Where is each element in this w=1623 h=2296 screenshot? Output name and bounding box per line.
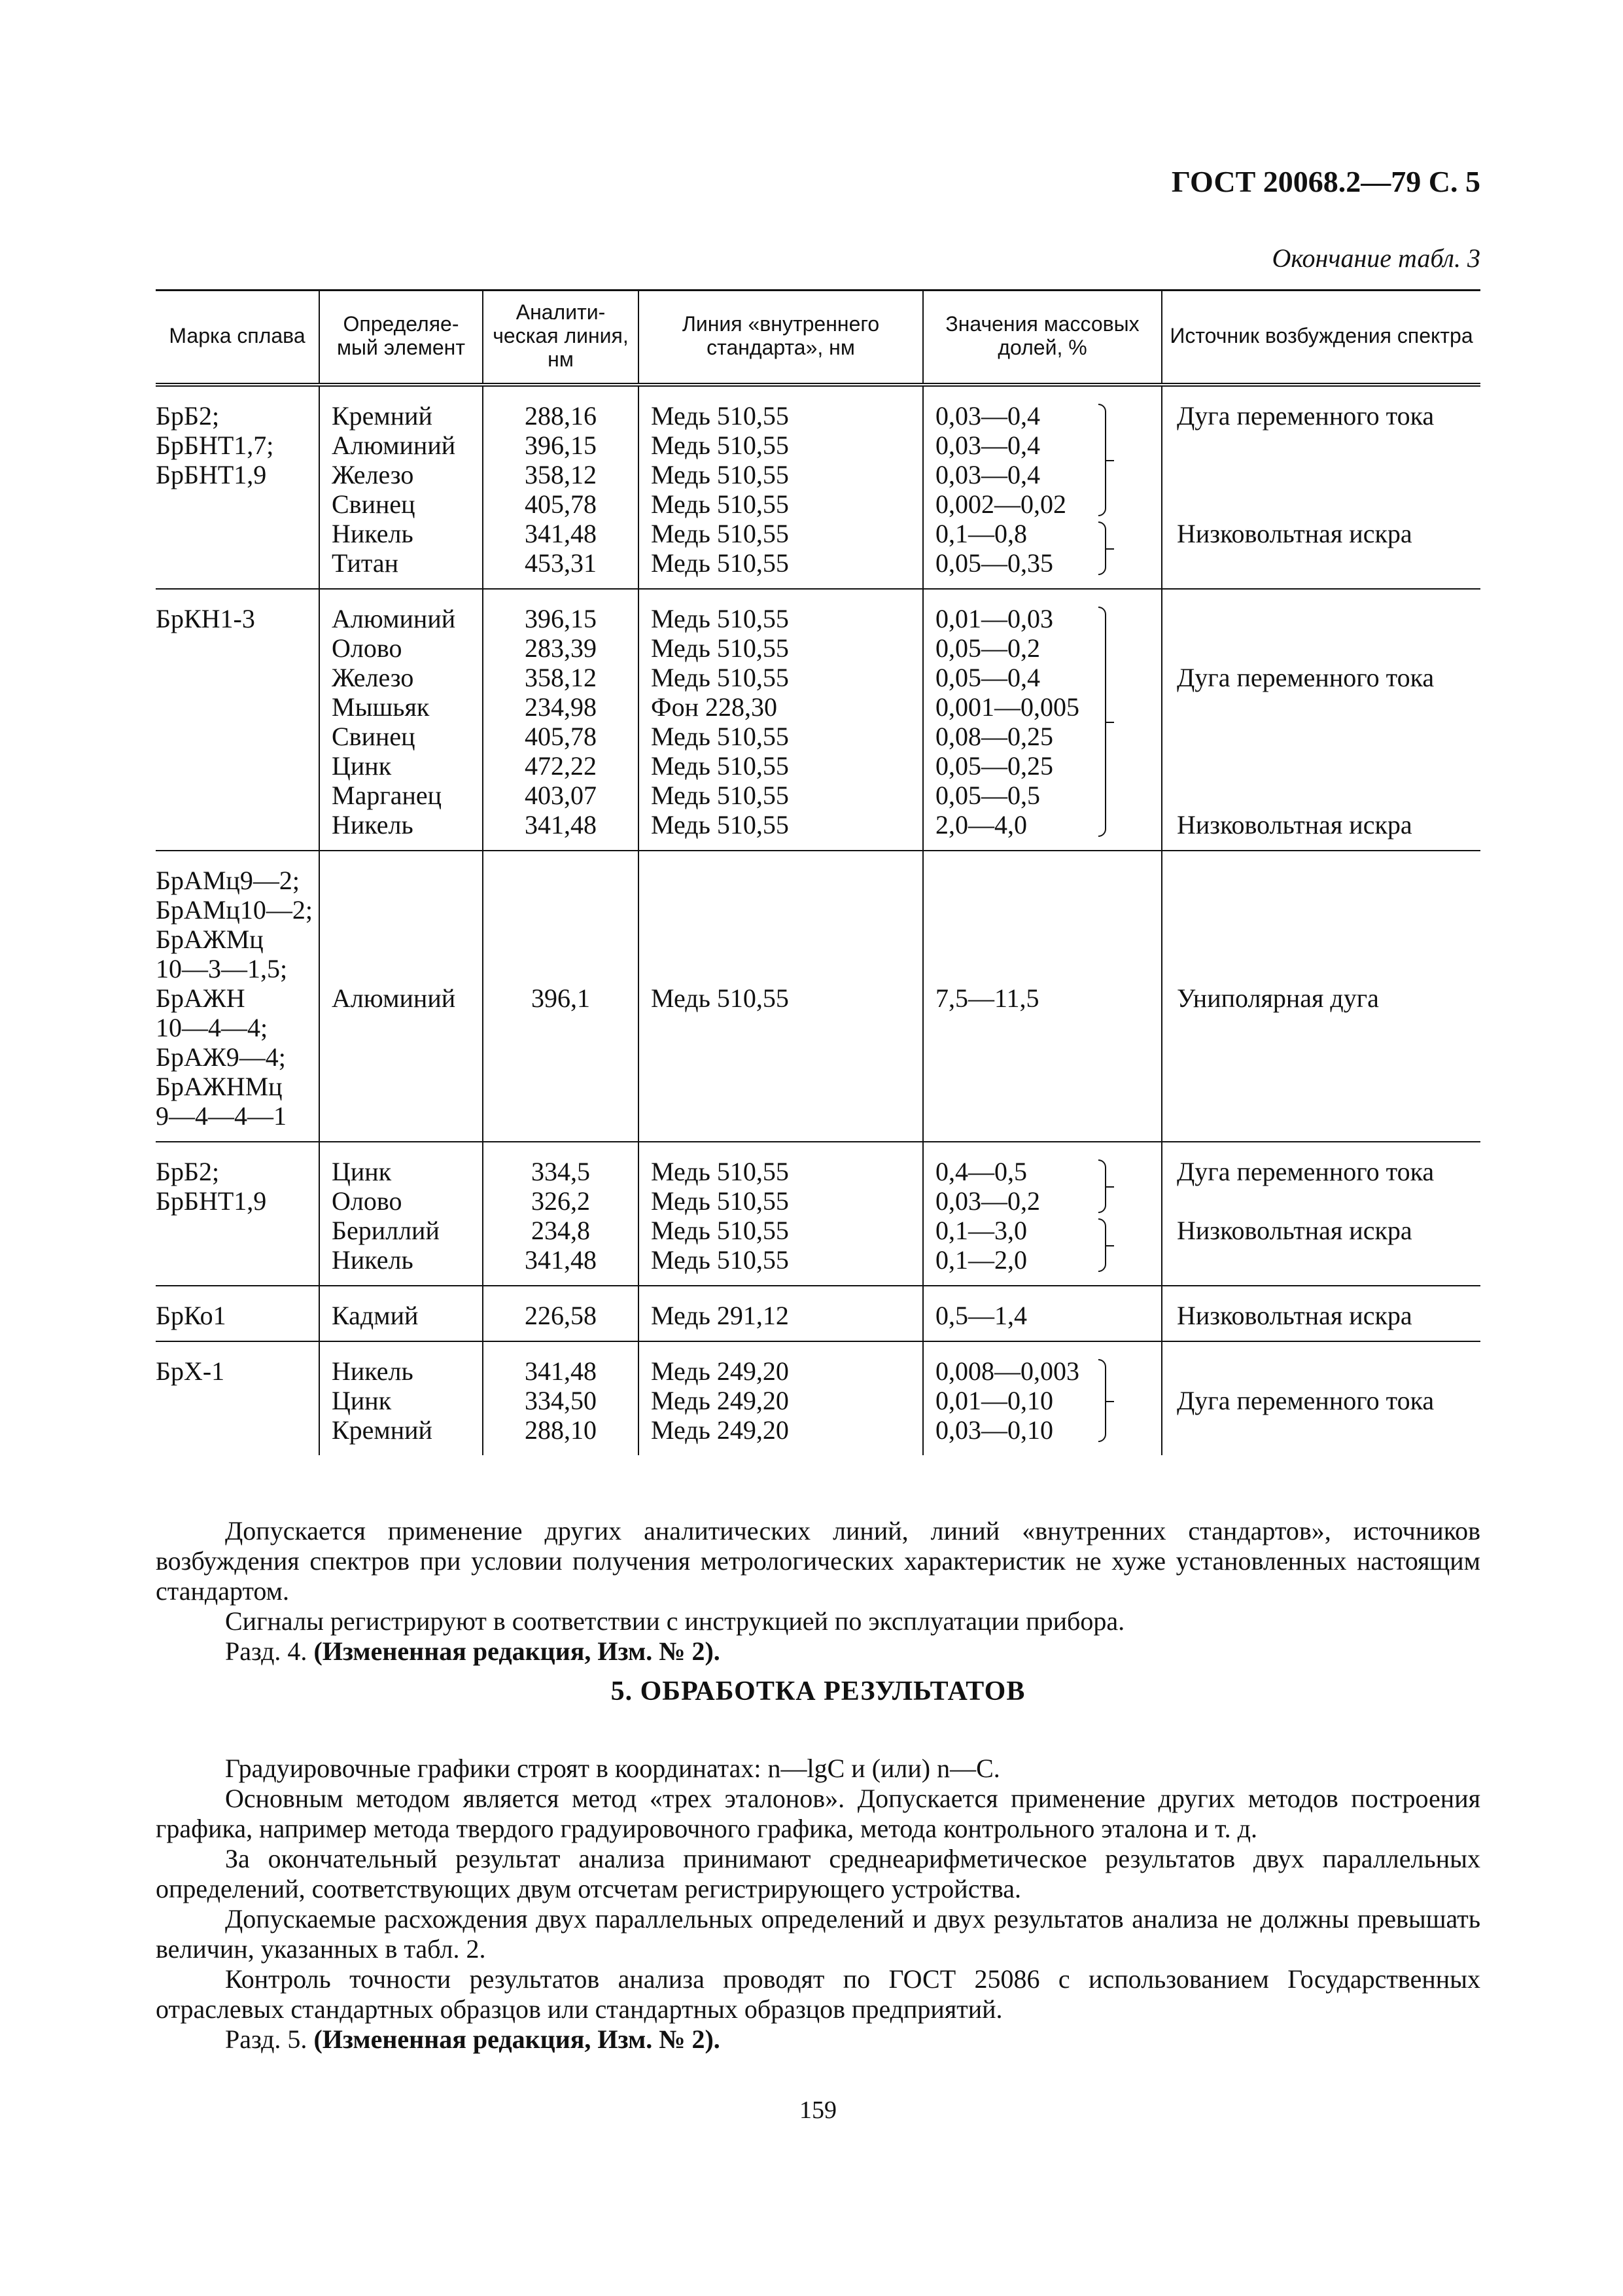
cell-line: 396,1 bbox=[531, 983, 590, 1013]
cell-line: Кадмий bbox=[332, 1301, 419, 1330]
cell-line: Медь 249,20 bbox=[651, 1386, 789, 1415]
table-row bbox=[156, 589, 1480, 851]
brace-mark bbox=[1098, 607, 1106, 837]
cell-line: 405,78 bbox=[525, 722, 597, 751]
cell-line: Кремний bbox=[332, 401, 432, 431]
alloy-cell bbox=[156, 589, 319, 851]
excitation-source-cell bbox=[1162, 851, 1480, 1142]
cell-line: Цинк bbox=[332, 1386, 392, 1415]
cell-line: Медь 510,55 bbox=[651, 548, 789, 578]
alloy-cell bbox=[156, 1142, 319, 1286]
cell-line: Униполярная дуга bbox=[1177, 983, 1379, 1013]
section-paragraph: Допускаемые расхождения двух параллельных определений и двух результатов анализа не должны превышать величин, указанных в табл. 2. bbox=[156, 1904, 1480, 1964]
element-cell bbox=[319, 851, 483, 1142]
cell-line: 0,001—0,005 bbox=[935, 692, 1079, 722]
cell-line: 234,8 bbox=[531, 1216, 590, 1245]
mass-fraction-cell bbox=[923, 1286, 1162, 1341]
cell-line: 0,5—1,4 bbox=[935, 1301, 1027, 1330]
cell-line: БрАЖМц bbox=[156, 925, 264, 954]
alloy-cell bbox=[156, 851, 319, 1142]
cell-line: 0,01—0,03 bbox=[935, 604, 1053, 633]
mass-fraction-cell bbox=[923, 1142, 1162, 1286]
cell-line: Олово bbox=[332, 1186, 402, 1216]
alloy-cell bbox=[156, 1286, 319, 1341]
cell-line: Медь 510,55 bbox=[651, 401, 789, 431]
cell-line: Цинк bbox=[332, 1157, 392, 1186]
cell-line: Медь 249,20 bbox=[651, 1415, 789, 1445]
cell-line bbox=[1177, 781, 1480, 810]
cell-line: 403,07 bbox=[525, 781, 597, 810]
cell-line bbox=[1177, 1186, 1480, 1216]
cell-line: 341,48 bbox=[525, 519, 597, 548]
cell-line: 0,03—0,4 bbox=[935, 431, 1040, 460]
cell-line: Медь 510,55 bbox=[651, 663, 789, 692]
brace-mark bbox=[1098, 404, 1106, 516]
cell-line: 341,48 bbox=[525, 810, 597, 839]
cell-line bbox=[1177, 431, 1480, 460]
table-row bbox=[156, 1142, 1480, 1286]
table-row bbox=[156, 851, 1480, 1142]
cell-line: БрАЖНМц bbox=[156, 1072, 283, 1101]
page-number: 159 bbox=[799, 2096, 837, 2124]
cell-line: Никель bbox=[332, 810, 413, 839]
cell-line: Кремний bbox=[332, 1415, 432, 1445]
cell-line: БрБНТ1,9 bbox=[156, 1186, 267, 1216]
cell-line: Свинец bbox=[332, 489, 415, 519]
cell-line: Медь 510,55 bbox=[651, 1216, 789, 1245]
cell-line: Цинк bbox=[332, 751, 392, 781]
cell-line: Низковольтная искра bbox=[1177, 519, 1412, 548]
cell-line: Железо bbox=[332, 663, 414, 692]
cell-line: Медь 510,55 bbox=[651, 1186, 789, 1216]
cell-line: 0,03—0,4 bbox=[935, 460, 1040, 489]
alloy-cell bbox=[156, 1341, 319, 1455]
cell-line: 7,5—11,5 bbox=[935, 983, 1039, 1013]
cell-line bbox=[1177, 722, 1480, 751]
section-body bbox=[156, 1754, 1480, 2055]
cell-line bbox=[1177, 548, 1480, 578]
col-header-alloy: Марка сплава bbox=[156, 291, 319, 385]
cell-line: 0,1—2,0 bbox=[935, 1245, 1027, 1275]
cell-line: Бериллий bbox=[332, 1216, 440, 1245]
cell-line: 358,12 bbox=[525, 663, 597, 692]
cell-line: Алюминий bbox=[332, 604, 456, 633]
cell-line: 9—4—4—1 bbox=[156, 1101, 287, 1131]
cell-line: Олово bbox=[332, 633, 402, 663]
cell-line: Медь 510,55 bbox=[651, 810, 789, 839]
cell-line: 0,4—0,5 bbox=[935, 1157, 1027, 1186]
cell-line: 334,50 bbox=[525, 1386, 597, 1415]
cell-line bbox=[1177, 1356, 1480, 1386]
analytic-line-cell bbox=[483, 851, 638, 1142]
cell-line: Никель bbox=[332, 1356, 413, 1386]
cell-line: 0,03—0,4 bbox=[935, 401, 1040, 431]
cell-line: Дуга переменного тока bbox=[1177, 663, 1435, 692]
mass-fraction-cell bbox=[923, 1341, 1162, 1455]
cell-line: 0,002—0,02 bbox=[935, 489, 1066, 519]
cell-line: Алюминий bbox=[332, 431, 456, 460]
alloy-cell bbox=[156, 385, 319, 589]
cell-line: 0,1—0,8 bbox=[935, 519, 1027, 548]
cell-line bbox=[1177, 489, 1480, 519]
cell-line: 341,48 bbox=[525, 1245, 597, 1275]
cell-line: Медь 510,55 bbox=[651, 781, 789, 810]
note-paragraph: Сигналы регистрируют в соответствии с инструкцией по эксплуатации прибора. bbox=[225, 1606, 1125, 1636]
table-row bbox=[156, 1341, 1480, 1455]
element-cell bbox=[319, 1341, 483, 1455]
cell-line: 405,78 bbox=[525, 489, 597, 519]
section-paragraph: Контроль точности результатов анализа проводят по ГОСТ 25086 с использованием Государственных отраслевых стандартных образцов или стандартных образцов предприятий. bbox=[156, 1964, 1480, 2024]
cell-line: Медь 510,55 bbox=[651, 1245, 789, 1275]
spectral-lines-table bbox=[156, 289, 1480, 1455]
cell-line: 0,01—0,10 bbox=[935, 1386, 1053, 1415]
cell-line: 326,2 bbox=[531, 1186, 590, 1216]
cell-line: Медь 249,20 bbox=[651, 1356, 789, 1386]
cell-line: Никель bbox=[332, 1245, 413, 1275]
cell-line: БрАМц10—2; bbox=[156, 895, 313, 925]
standard-line-cell bbox=[638, 1142, 923, 1286]
notes-block bbox=[156, 1516, 1480, 1667]
cell-line: БрАЖН bbox=[156, 983, 245, 1013]
cell-line: Медь 510,55 bbox=[651, 633, 789, 663]
cell-line: 0,008—0,003 bbox=[935, 1356, 1079, 1386]
standard-line-cell bbox=[638, 1286, 923, 1341]
brace-mark bbox=[1098, 1218, 1106, 1272]
cell-line bbox=[1177, 1415, 1480, 1445]
cell-line: БрБНТ1,7; bbox=[156, 431, 274, 460]
cell-line: БрКо1 bbox=[156, 1301, 226, 1330]
cell-line bbox=[1177, 604, 1480, 633]
standard-line-cell bbox=[638, 589, 923, 851]
element-cell bbox=[319, 385, 483, 589]
section-paragraph: Основным методом является метод «трех эталонов». Допускается применение других методов построения графика, например метода твердого градуировочного графика, метода контрольного эталона и т. д. bbox=[156, 1784, 1480, 1843]
mass-fraction-cell bbox=[923, 589, 1162, 851]
analytic-line-cell bbox=[483, 385, 638, 589]
cell-line: Медь 510,55 bbox=[651, 722, 789, 751]
cell-line: 0,05—0,5 bbox=[935, 781, 1040, 810]
cell-line: Медь 510,55 bbox=[651, 983, 789, 1013]
element-cell bbox=[319, 589, 483, 851]
standard-line-cell bbox=[638, 385, 923, 589]
cell-line: 0,05—0,25 bbox=[935, 751, 1053, 781]
cell-line: 0,05—0,4 bbox=[935, 663, 1040, 692]
element-cell bbox=[319, 1286, 483, 1341]
cell-line: Дуга переменного тока bbox=[1177, 1157, 1435, 1186]
cell-line: Дуга переменного тока bbox=[1177, 401, 1435, 431]
excitation-source-cell bbox=[1162, 1142, 1480, 1286]
excitation-source-cell bbox=[1162, 1341, 1480, 1455]
cell-line: 334,5 bbox=[531, 1157, 590, 1186]
cell-line: БрБНТ1,9 bbox=[156, 460, 267, 489]
brace-mark bbox=[1098, 521, 1106, 575]
cell-line: БрКН1-3 bbox=[156, 604, 255, 633]
cell-line: Медь 510,55 bbox=[651, 519, 789, 548]
cell-line: 10—3—1,5; bbox=[156, 954, 288, 983]
cell-line: 0,03—0,10 bbox=[935, 1415, 1053, 1445]
cell-line: 288,10 bbox=[525, 1415, 597, 1445]
col-header-mass-fraction: Значения массовых долей, % bbox=[923, 291, 1162, 385]
element-cell bbox=[319, 1142, 483, 1286]
revision-note: Разд. 5. (Измененная редакция, Изм. № 2). bbox=[225, 2024, 720, 2054]
excitation-source-cell bbox=[1162, 1286, 1480, 1341]
cell-line: 0,05—0,35 bbox=[935, 548, 1053, 578]
analytic-line-cell bbox=[483, 1286, 638, 1341]
note-paragraph: Допускается применение других аналитических линий, линий «внутренних стандартов», источников возбуждения спектров при условии получения метрологических характеристик не хуже установленных настоящим стандартом. bbox=[156, 1516, 1480, 1606]
cell-line: 341,48 bbox=[525, 1356, 597, 1386]
cell-line: Никель bbox=[332, 519, 413, 548]
cell-line bbox=[1177, 460, 1480, 489]
col-header-element: Определяе-мый элемент bbox=[319, 291, 483, 385]
cell-line: 288,16 bbox=[525, 401, 597, 431]
cell-line: Медь 510,55 bbox=[651, 431, 789, 460]
cell-line: 0,1—3,0 bbox=[935, 1216, 1027, 1245]
section-paragraph: Градуировочные графики строят в координатах: n—lgC и (или) n—C. bbox=[225, 1754, 1000, 1783]
col-header-internal-standard: Линия «внутреннего стандарта», нм bbox=[638, 291, 923, 385]
cell-line: Свинец bbox=[332, 722, 415, 751]
cell-line bbox=[1177, 692, 1480, 722]
excitation-source-cell bbox=[1162, 385, 1480, 589]
standard-line-cell bbox=[638, 1341, 923, 1455]
table-body bbox=[156, 385, 1480, 1455]
mass-fraction-cell bbox=[923, 851, 1162, 1142]
cell-line: 0,08—0,25 bbox=[935, 722, 1053, 751]
cell-line: БрБ2; bbox=[156, 1157, 220, 1186]
cell-line: Медь 510,55 bbox=[651, 460, 789, 489]
cell-line: Железо bbox=[332, 460, 414, 489]
brace-mark bbox=[1098, 1159, 1106, 1213]
standard-line-cell bbox=[638, 851, 923, 1142]
cell-line: 453,31 bbox=[525, 548, 597, 578]
cell-line: 0,05—0,2 bbox=[935, 633, 1040, 663]
analytic-line-cell bbox=[483, 1142, 638, 1286]
cell-line: 2,0—4,0 bbox=[935, 810, 1027, 839]
table-row bbox=[156, 385, 1480, 589]
page-header: ГОСТ 20068.2—79 С. 5 bbox=[1171, 165, 1480, 198]
cell-line: 396,15 bbox=[525, 431, 597, 460]
cell-line: 396,15 bbox=[525, 604, 597, 633]
cell-line bbox=[1177, 751, 1480, 781]
mass-fraction-cell bbox=[923, 385, 1162, 589]
cell-line: Медь 510,55 bbox=[651, 604, 789, 633]
revision-note: Разд. 4. (Измененная редакция, Изм. № 2). bbox=[225, 1636, 720, 1666]
section-title: 5. ОБРАБОТКА РЕЗУЛЬТАТОВ bbox=[610, 1676, 1026, 1706]
cell-line: Низковольтная искра bbox=[1177, 810, 1412, 839]
table-caption: Окончание табл. 3 bbox=[1272, 243, 1480, 273]
cell-line bbox=[1177, 1245, 1480, 1275]
analytic-line-cell bbox=[483, 589, 638, 851]
cell-line bbox=[1177, 633, 1480, 663]
col-header-analytic-line: Аналити-ческая линия, нм bbox=[483, 291, 638, 385]
cell-line: 0,03—0,2 bbox=[935, 1186, 1040, 1216]
cell-line: Низковольтная искра bbox=[1177, 1301, 1412, 1330]
cell-line: БрХ-1 bbox=[156, 1356, 225, 1386]
cell-line: 358,12 bbox=[525, 460, 597, 489]
cell-line: Титан bbox=[332, 548, 398, 578]
cell-line: БрБ2; bbox=[156, 401, 220, 431]
cell-line: Медь 291,12 bbox=[651, 1301, 789, 1330]
table-header-row bbox=[156, 291, 1480, 385]
cell-line: Низковольтная искра bbox=[1177, 1216, 1412, 1245]
cell-line: Фон 228,30 bbox=[651, 692, 778, 722]
cell-line: 472,22 bbox=[525, 751, 597, 781]
cell-line: 234,98 bbox=[525, 692, 597, 722]
cell-line: Дуга переменного тока bbox=[1177, 1386, 1435, 1415]
section-paragraph: За окончательный результат анализа принимают среднеарифметическое результатов двух параллельных определений, соответствующих двум отсчетам регистрирующего устройства. bbox=[156, 1844, 1480, 1903]
cell-line: Мышьяк bbox=[332, 692, 430, 722]
excitation-source-cell bbox=[1162, 589, 1480, 851]
analytic-line-cell bbox=[483, 1341, 638, 1455]
cell-line: 10—4—4; bbox=[156, 1013, 268, 1042]
col-header-excitation-source: Источник возбуждения спектра bbox=[1162, 291, 1480, 385]
table-row bbox=[156, 1286, 1480, 1341]
cell-line: Марганец bbox=[332, 781, 442, 810]
cell-line: Медь 510,55 bbox=[651, 751, 789, 781]
cell-line: 283,39 bbox=[525, 633, 597, 663]
cell-line: БрАМц9—2; bbox=[156, 866, 300, 895]
brace-mark bbox=[1098, 1359, 1106, 1442]
cell-line: БрАЖ9—4; bbox=[156, 1042, 286, 1072]
cell-line: Медь 510,55 bbox=[651, 489, 789, 519]
cell-line: 226,58 bbox=[525, 1301, 597, 1330]
cell-line: Алюминий bbox=[332, 983, 456, 1013]
cell-line: Медь 510,55 bbox=[651, 1157, 789, 1186]
